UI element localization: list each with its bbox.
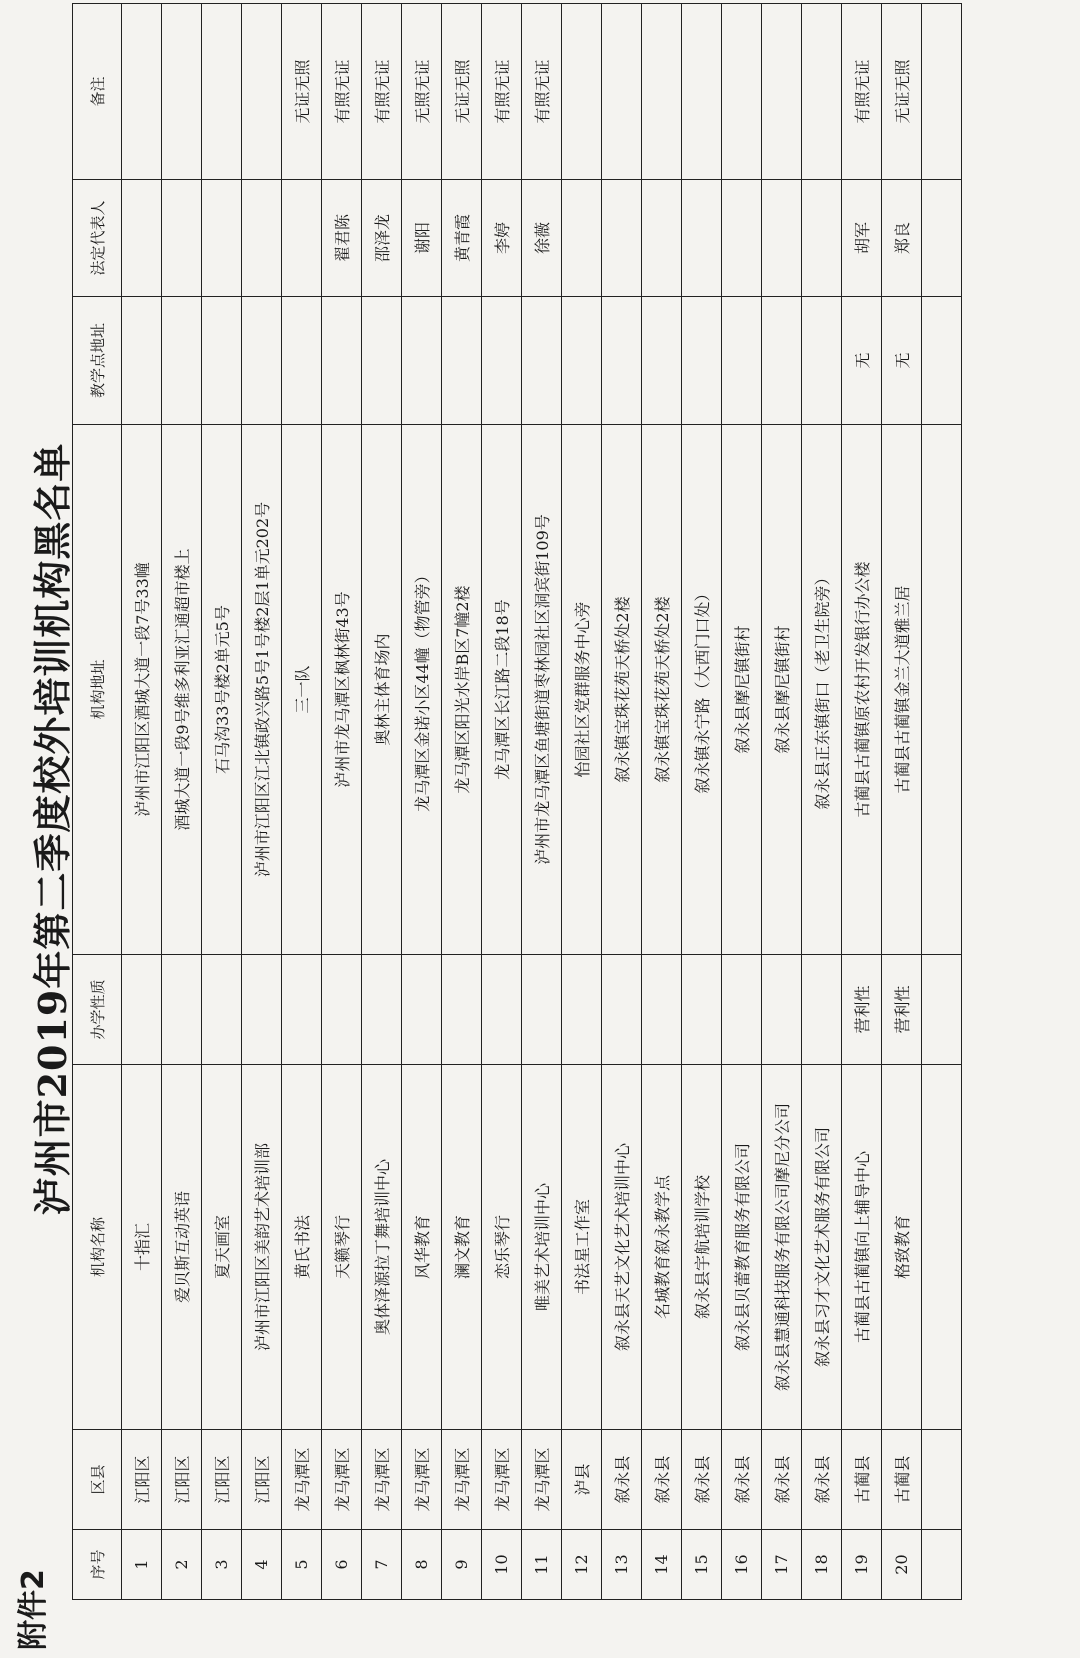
cell-nature — [122, 955, 162, 1065]
cell-county: 龙马潭区 — [442, 1430, 482, 1530]
cell-county: 江阳区 — [122, 1430, 162, 1530]
header-remark: 备注 — [73, 4, 122, 180]
cell-nature — [282, 955, 322, 1065]
cell-teaching-address — [442, 297, 482, 425]
table-row — [162, 4, 202, 1600]
cell-address: 古蔺县古蔺镇原农村开发银行办公楼 — [842, 425, 882, 955]
cell-address: 叙永镇宝珠花苑天桥处2楼 — [642, 425, 682, 955]
cell-name: 风华教育 — [402, 1065, 442, 1430]
cell-name: 奥体泽源拉丁舞培训中心 — [362, 1065, 402, 1430]
cell-remark — [642, 4, 682, 180]
header-address: 机构地址 — [73, 425, 122, 955]
table-row — [802, 4, 842, 1600]
cell-address: 泸州市龙马潭区枫林街43号 — [322, 425, 362, 955]
table-row — [282, 4, 322, 1600]
cell-address: 龙马潭区长江路二段18号 — [482, 425, 522, 955]
cell-remark — [802, 4, 842, 180]
cell-nature — [922, 955, 962, 1065]
cell-seq: 15 — [682, 1530, 722, 1600]
cell-nature — [562, 955, 602, 1065]
cell-address: 叙永镇宝珠花苑天桥处2楼 — [602, 425, 642, 955]
cell-address: 叙永县摩尼镇街村 — [762, 425, 802, 955]
cell-teaching-address — [122, 297, 162, 425]
table-row — [562, 4, 602, 1600]
cell-name: 叙永县宇航培训学校 — [682, 1065, 722, 1430]
cell-seq: 8 — [402, 1530, 442, 1600]
header-legal-rep: 法定代表人 — [73, 180, 122, 297]
cell-county: 江阳区 — [202, 1430, 242, 1530]
cell-nature — [362, 955, 402, 1065]
cell-county: 江阳区 — [242, 1430, 282, 1530]
table-row — [602, 4, 642, 1600]
cell-nature — [242, 955, 282, 1065]
cell-seq: 3 — [202, 1530, 242, 1600]
cell-county: 古蔺县 — [842, 1430, 882, 1530]
cell-remark — [202, 4, 242, 180]
cell-nature: 营利性 — [842, 955, 882, 1065]
cell-county: 江阳区 — [162, 1430, 202, 1530]
table-row — [762, 4, 802, 1600]
cell-teaching-address — [562, 297, 602, 425]
cell-legal-rep — [802, 180, 842, 297]
cell-remark: 无照无证 — [402, 4, 442, 180]
cell-remark — [602, 4, 642, 180]
cell-teaching-address — [602, 297, 642, 425]
cell-remark: 无证无照 — [882, 4, 922, 180]
cell-nature — [682, 955, 722, 1065]
cell-address: 叙永县正东镇街口（老卫生院旁） — [802, 425, 842, 955]
table-row — [242, 4, 282, 1600]
cell-name: 澜文教育 — [442, 1065, 482, 1430]
cell-teaching-address — [322, 297, 362, 425]
cell-address: 奥林主体育场内 — [362, 425, 402, 955]
cell-legal-rep — [922, 180, 962, 297]
cell-teaching-address — [762, 297, 802, 425]
cell-county: 叙永县 — [722, 1430, 762, 1530]
cell-legal-rep — [682, 180, 722, 297]
cell-legal-rep — [762, 180, 802, 297]
cell-seq — [922, 1530, 962, 1600]
cell-name — [922, 1065, 962, 1430]
cell-county: 叙永县 — [802, 1430, 842, 1530]
cell-name: 名城教育叙永教学点 — [642, 1065, 682, 1430]
cell-legal-rep — [162, 180, 202, 297]
cell-seq: 18 — [802, 1530, 842, 1600]
table-row — [402, 4, 442, 1600]
cell-remark — [682, 4, 722, 180]
cell-county: 古蔺县 — [882, 1430, 922, 1530]
cell-legal-rep: 翟君陈 — [322, 180, 362, 297]
cell-seq: 17 — [762, 1530, 802, 1600]
cell-remark: 有照无证 — [362, 4, 402, 180]
attachment-label: 附件2 — [16, 1569, 51, 1650]
cell-name: 天籁琴行 — [322, 1065, 362, 1430]
cell-address — [922, 425, 962, 955]
cell-name: 叙永县贝蕾教育服务有限公司 — [722, 1065, 762, 1430]
cell-county: 龙马潭区 — [322, 1430, 362, 1530]
cell-name: 黄氏书法 — [282, 1065, 322, 1430]
cell-address: 酒城大道一段9号维多利亚汇通超市楼上 — [162, 425, 202, 955]
cell-teaching-address — [282, 297, 322, 425]
cell-teaching-address — [522, 297, 562, 425]
table-row — [842, 4, 882, 1600]
cell-teaching-address — [722, 297, 762, 425]
cell-nature — [482, 955, 522, 1065]
cell-address: 三一队 — [282, 425, 322, 955]
cell-address: 泸州市江阳区酒城大道一段7号33幢 — [122, 425, 162, 955]
cell-legal-rep: 邵泽龙 — [362, 180, 402, 297]
cell-county: 叙永县 — [682, 1430, 722, 1530]
cell-address: 古蔺县古蔺镇金兰大道雅兰居 — [882, 425, 922, 955]
cell-remark: 无证无照 — [442, 4, 482, 180]
cell-legal-rep — [122, 180, 162, 297]
cell-teaching-address: 无 — [842, 297, 882, 425]
cell-nature — [602, 955, 642, 1065]
cell-address: 叙永镇永宁路（大西门口处） — [682, 425, 722, 955]
table-row — [122, 4, 162, 1600]
cell-name: 书法星工作室 — [562, 1065, 602, 1430]
cell-legal-rep: 胡军 — [842, 180, 882, 297]
cell-nature — [522, 955, 562, 1065]
cell-teaching-address — [482, 297, 522, 425]
cell-remark — [242, 4, 282, 180]
cell-legal-rep: 李婷 — [482, 180, 522, 297]
cell-name: 叙永县慧通科技服务有限公司摩尼分公司 — [762, 1065, 802, 1430]
cell-address: 石马沟33号楼2单元5号 — [202, 425, 242, 955]
cell-teaching-address — [242, 297, 282, 425]
page-title: 泸州市2019年第二季度校外培训机构黑名单 — [30, 442, 75, 1216]
cell-address: 怡园社区党群服务中心旁 — [562, 425, 602, 955]
cell-address: 泸州市龙马潭区鱼塘街道枣林园社区洞宾街109号 — [522, 425, 562, 955]
cell-name: 古蔺县古蔺镇向上辅导中心 — [842, 1065, 882, 1430]
cell-nature — [762, 955, 802, 1065]
table-row — [722, 4, 762, 1600]
table-row — [522, 4, 562, 1600]
header-nature: 办学性质 — [73, 955, 122, 1065]
cell-legal-rep — [202, 180, 242, 297]
cell-name: 泸州市江阳区美韵艺术培训部 — [242, 1065, 282, 1430]
cell-legal-rep — [562, 180, 602, 297]
cell-teaching-address — [362, 297, 402, 425]
cell-legal-rep: 徐薇 — [522, 180, 562, 297]
cell-legal-rep — [242, 180, 282, 297]
cell-address: 龙马潭区金诺小区44幢（物管旁） — [402, 425, 442, 955]
cell-county: 龙马潭区 — [402, 1430, 442, 1530]
cell-legal-rep: 郑良 — [882, 180, 922, 297]
cell-nature — [162, 955, 202, 1065]
table-row — [202, 4, 242, 1600]
table-row — [682, 4, 722, 1600]
cell-legal-rep: 谢阳 — [402, 180, 442, 297]
blacklist-table — [72, 3, 962, 1600]
table-row — [362, 4, 402, 1600]
cell-remark: 有照无证 — [842, 4, 882, 180]
cell-teaching-address: 无 — [882, 297, 922, 425]
cell-county: 龙马潭区 — [482, 1430, 522, 1530]
table-body — [122, 4, 962, 1600]
cell-county — [922, 1430, 962, 1530]
cell-county: 龙马潭区 — [362, 1430, 402, 1530]
cell-remark — [922, 4, 962, 180]
cell-name: 叙永县天艺文化艺术培训中心 — [602, 1065, 642, 1430]
cell-legal-rep — [282, 180, 322, 297]
cell-name: 夏天画室 — [202, 1065, 242, 1430]
cell-teaching-address — [802, 297, 842, 425]
cell-seq: 5 — [282, 1530, 322, 1600]
table-row — [442, 4, 482, 1600]
cell-name: 唯美艺术培训中心 — [522, 1065, 562, 1430]
cell-nature — [202, 955, 242, 1065]
cell-county: 叙永县 — [762, 1430, 802, 1530]
cell-remark — [562, 4, 602, 180]
cell-teaching-address — [162, 297, 202, 425]
cell-teaching-address — [922, 297, 962, 425]
cell-seq: 10 — [482, 1530, 522, 1600]
cell-seq: 11 — [522, 1530, 562, 1600]
cell-seq: 9 — [442, 1530, 482, 1600]
table-row — [882, 4, 922, 1600]
cell-nature: 营利性 — [882, 955, 922, 1065]
cell-address: 泸州市江阳区江北镇政兴路5号1号楼2层1单元202号 — [242, 425, 282, 955]
cell-teaching-address — [202, 297, 242, 425]
cell-teaching-address — [682, 297, 722, 425]
cell-name: 爱贝斯互动英语 — [162, 1065, 202, 1430]
cell-legal-rep — [602, 180, 642, 297]
header-name: 机构名称 — [73, 1065, 122, 1430]
cell-name: 格致教育 — [882, 1065, 922, 1430]
cell-seq: 6 — [322, 1530, 362, 1600]
cell-name: 叙永县习才文化艺术服务有限公司 — [802, 1065, 842, 1430]
cell-county: 龙马潭区 — [282, 1430, 322, 1530]
cell-seq: 4 — [242, 1530, 282, 1600]
cell-teaching-address — [642, 297, 682, 425]
cell-address: 龙马潭区阳光水岸B区7幢2楼 — [442, 425, 482, 955]
cell-county: 叙永县 — [642, 1430, 682, 1530]
cell-seq: 14 — [642, 1530, 682, 1600]
cell-address: 叙永县摩尼镇街村 — [722, 425, 762, 955]
header-county: 区县 — [73, 1430, 122, 1530]
cell-nature — [322, 955, 362, 1065]
cell-remark: 无证无照 — [282, 4, 322, 180]
cell-remark: 有照无证 — [322, 4, 362, 180]
cell-seq: 1 — [122, 1530, 162, 1600]
cell-nature — [802, 955, 842, 1065]
cell-remark — [122, 4, 162, 180]
cell-county: 泸县 — [562, 1430, 602, 1530]
cell-remark: 有照无证 — [482, 4, 522, 180]
cell-county: 龙马潭区 — [522, 1430, 562, 1530]
cell-legal-rep — [722, 180, 762, 297]
cell-seq: 2 — [162, 1530, 202, 1600]
cell-remark — [722, 4, 762, 180]
cell-legal-rep — [642, 180, 682, 297]
table-row — [322, 4, 362, 1600]
cell-name: 十指汇 — [122, 1065, 162, 1430]
cell-nature — [722, 955, 762, 1065]
cell-seq: 13 — [602, 1530, 642, 1600]
table-row — [642, 4, 682, 1600]
cell-nature — [442, 955, 482, 1065]
cell-remark — [762, 4, 802, 180]
cell-nature — [402, 955, 442, 1065]
table-row — [482, 4, 522, 1600]
cell-seq: 19 — [842, 1530, 882, 1600]
cell-seq: 16 — [722, 1530, 762, 1600]
cell-remark: 有照无证 — [522, 4, 562, 180]
table-row — [922, 4, 962, 1600]
cell-teaching-address — [402, 297, 442, 425]
cell-county: 叙永县 — [602, 1430, 642, 1530]
header-seq: 序号 — [73, 1530, 122, 1600]
header-teaching-address: 教学点地址 — [73, 297, 122, 425]
cell-nature — [642, 955, 682, 1065]
cell-seq: 7 — [362, 1530, 402, 1600]
table-header-row — [73, 4, 122, 1600]
cell-legal-rep: 黄青霞 — [442, 180, 482, 297]
cell-name: 恋乐琴行 — [482, 1065, 522, 1430]
cell-seq: 20 — [882, 1530, 922, 1600]
cell-seq: 12 — [562, 1530, 602, 1600]
cell-remark — [162, 4, 202, 180]
